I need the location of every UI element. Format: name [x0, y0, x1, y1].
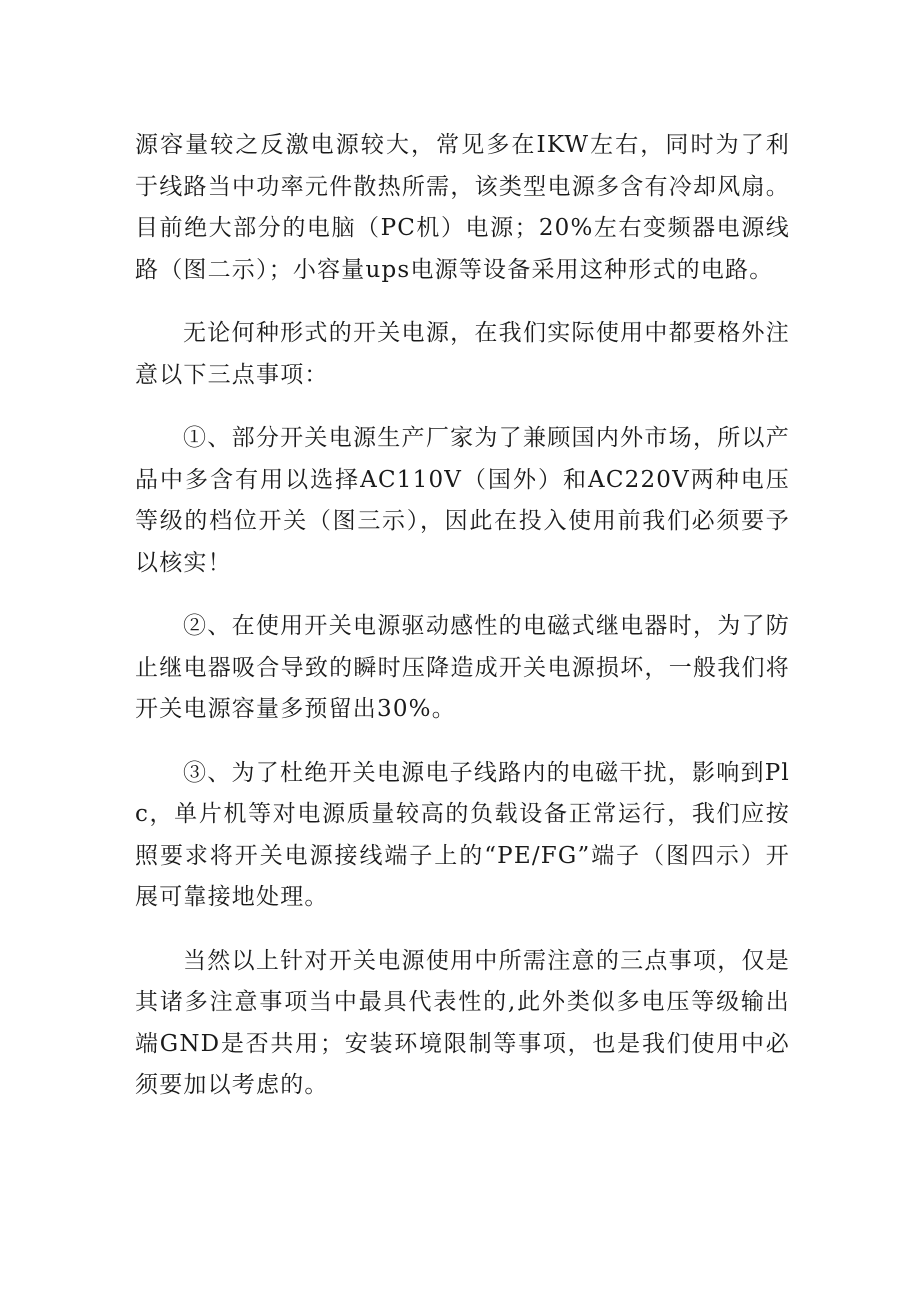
document-body — [135, 125, 790, 1129]
paragraph-note-3: ③、为了杜绝开关电源电子线路内的电磁干扰，影响到Plc，单片机等对电源质量较高的负载设备正常运行，我们应按照要求将开关电源接线端子上的“PE/FG”端子（图四示）开展可靠接地处理。 — [135, 759, 790, 910]
paragraph-conclusion: 当然以上针对开关电源使用中所需注意的三点事项，仅是其诸多注意事项当中最具代表性的,此外类似多电压等级输出端GND是否共用；安装环境限制等事项，也是我们使用中必须要加以考虑的。 — [135, 947, 790, 1098]
paragraph-three-notes-intro: 无论何种形式的开关电源，在我们实际使用中都要格外注意以下三点事项： — [135, 320, 790, 388]
paragraph-power-capacity: 源容量较之反激电源较大，常见多在IKW左右，同时为了利于线路当中功率元件散热所需，该类型电源多含有冷却风扇。目前绝大部分的电脑（PC机）电源；20%左右变频器电源线路（图二示）；小容量ups电源等设备采用这种形式的电路。 — [135, 132, 790, 283]
paragraph-note-1: ①、部分开关电源生产厂家为了兼顾国内外市场，所以产品中多含有用以选择AC110V（国外）和AC220V两种电压等级的档位开关（图三示），因此在投入使用前我们必须要予以核实！ — [135, 425, 790, 576]
paragraph-note-2: ②、在使用开关电源驱动感性的电磁式继电器时，为了防止继电器吸合导致的瞬时压降造成开关电源损坏，一般我们将开关电源容量多预留出30%。 — [135, 613, 790, 722]
